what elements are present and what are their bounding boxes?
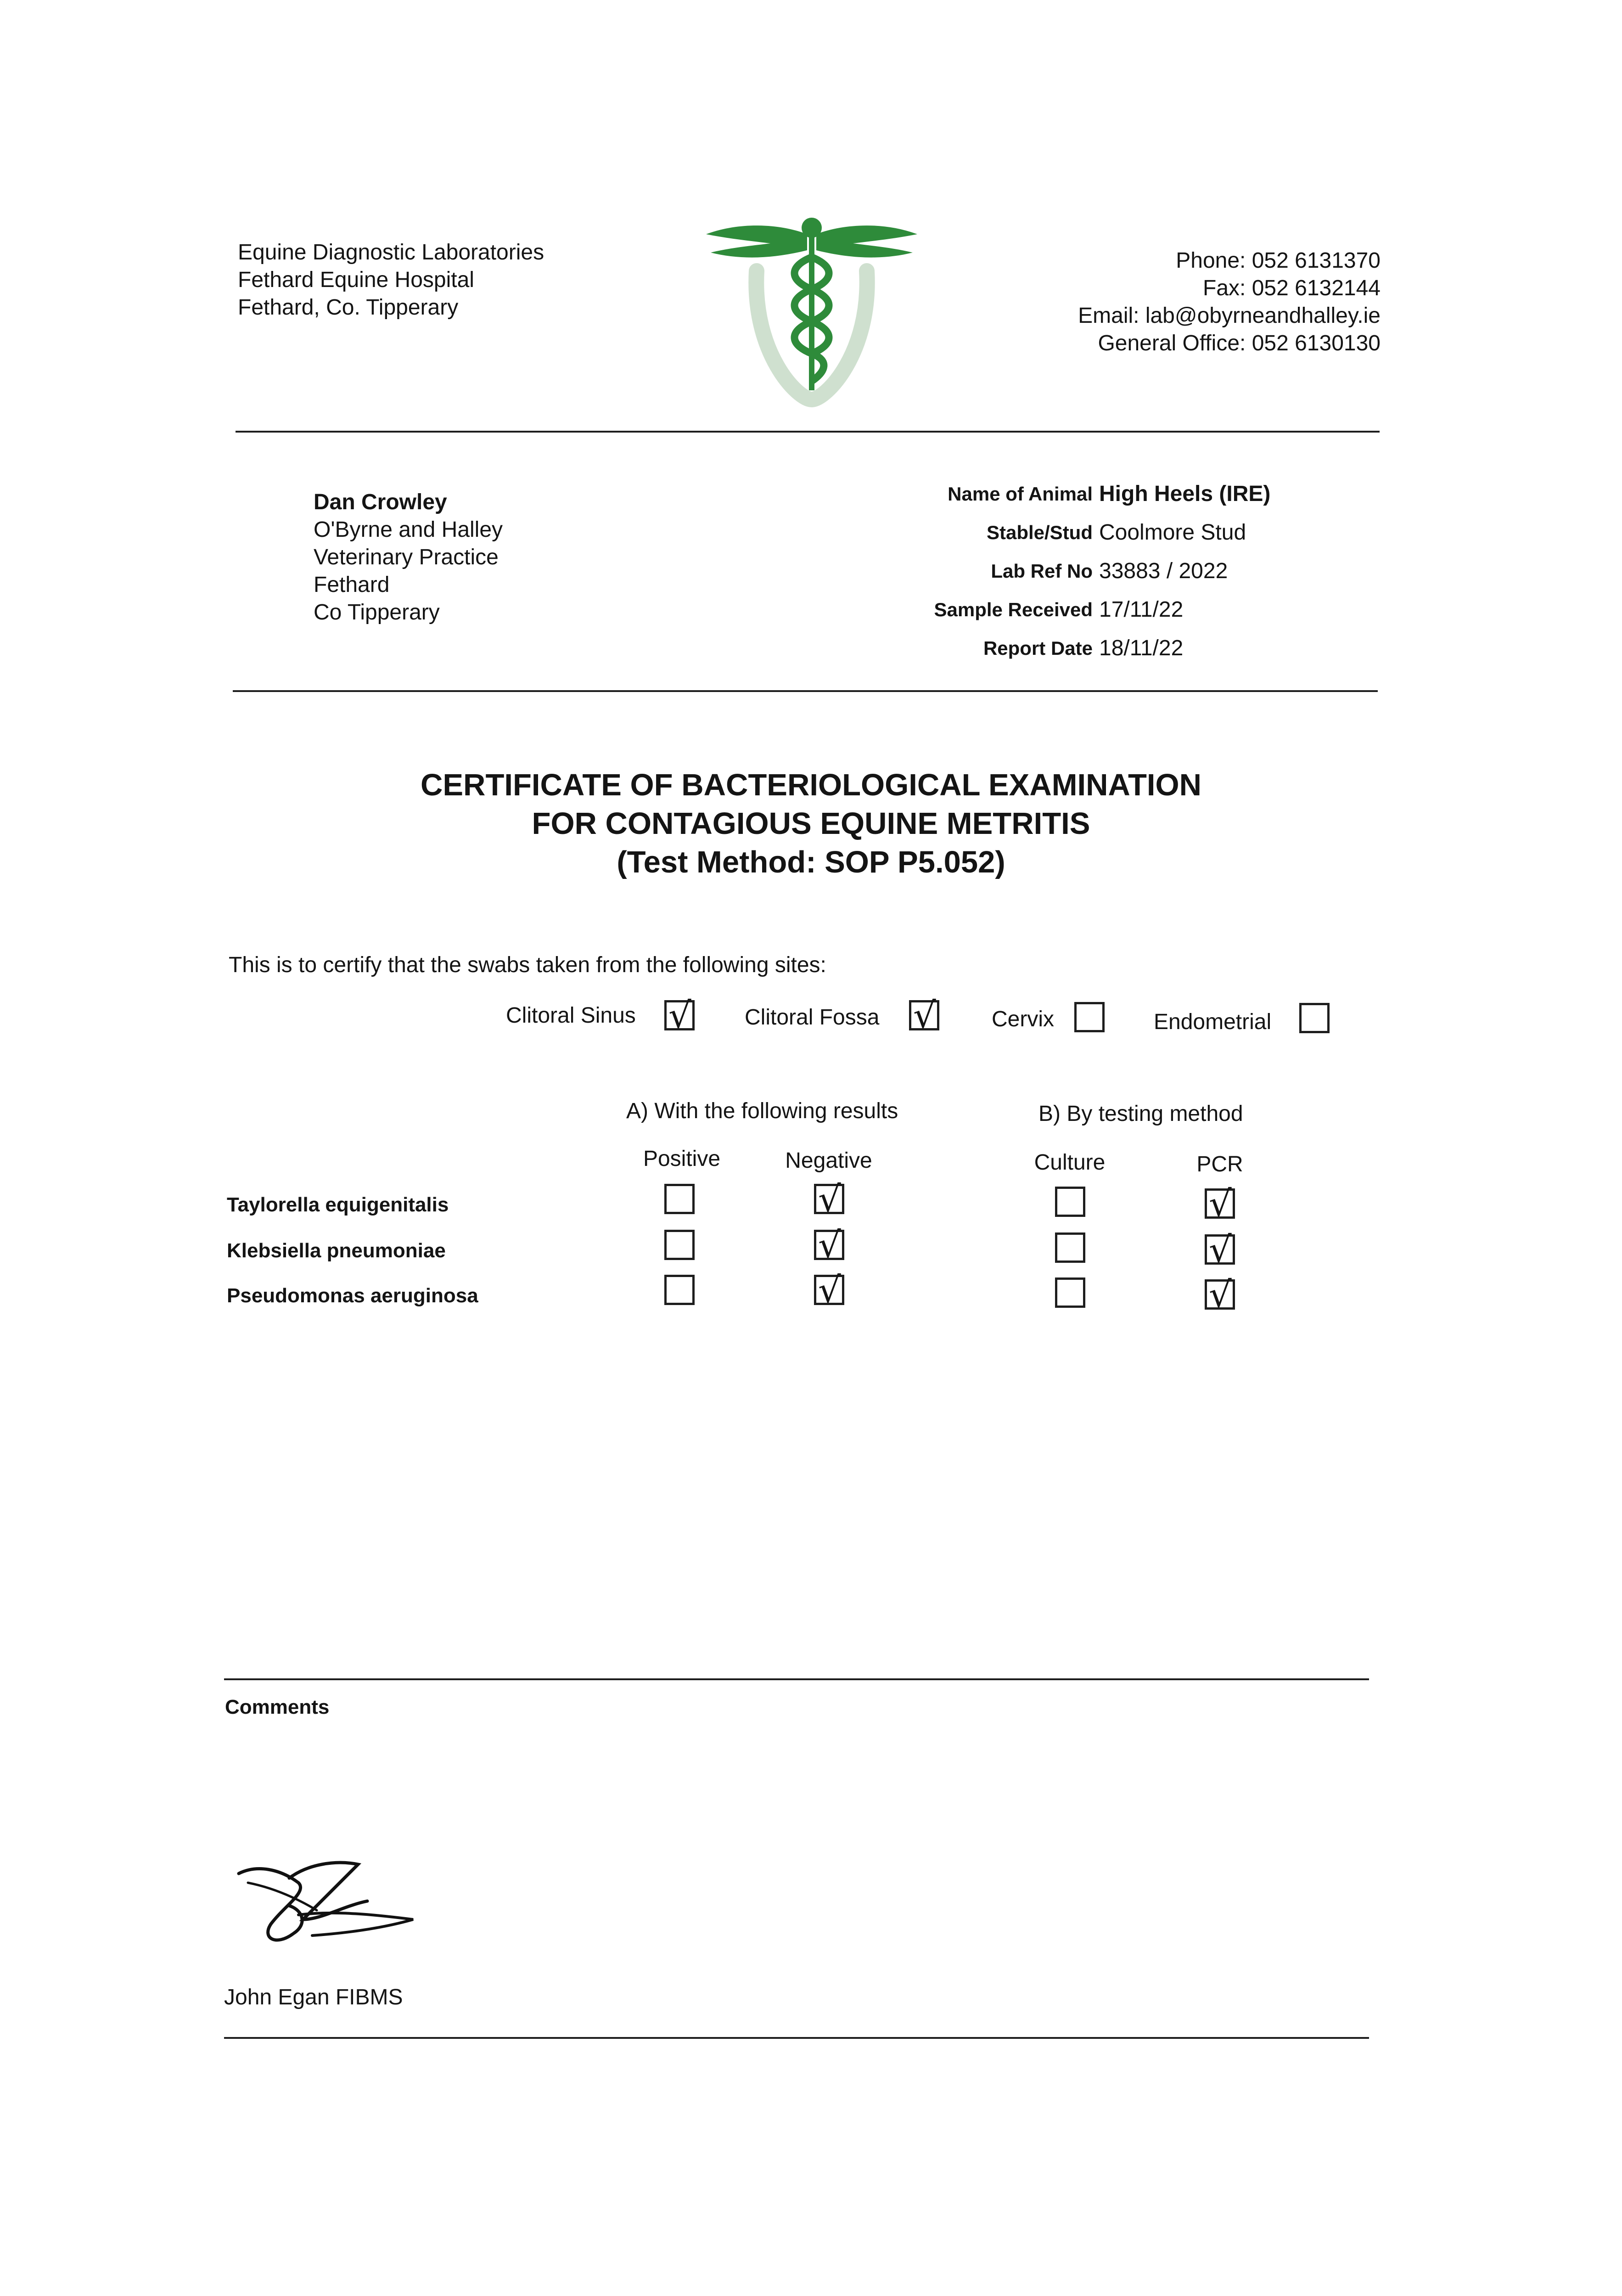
result-negative-checkbox[interactable]	[814, 1275, 844, 1305]
title-line-3: (Test Method: SOP P5.052)	[617, 845, 1005, 879]
title-line-2: FOR CONTAGIOUS EQUINE METRITIS	[532, 806, 1090, 841]
lab-ref-label: Lab Ref No	[991, 560, 1093, 582]
lab-ref-value: 33883 / 2022	[1099, 559, 1228, 583]
method-pcr-checkbox[interactable]	[1205, 1234, 1235, 1265]
col-culture: Culture	[1034, 1150, 1106, 1175]
signature-image	[230, 1855, 422, 1961]
lab-address	[238, 239, 544, 321]
lab-hospital: Fethard Equine Hospital	[238, 268, 474, 292]
result-negative-checkbox[interactable]	[814, 1230, 844, 1260]
site-label-clitoral-fossa: Clitoral Fossa	[745, 1005, 880, 1030]
method-culture-checkbox[interactable]	[1055, 1232, 1085, 1263]
site-checkbox-clitoral-sinus[interactable]	[664, 1000, 695, 1030]
fax: Fax: 052 6132144	[1203, 276, 1381, 300]
result-positive-checkbox[interactable]	[664, 1230, 695, 1260]
sample-received-label: Sample Received	[934, 599, 1093, 620]
organism-label: Pseudomonas aeruginosa	[227, 1284, 478, 1307]
details-divider	[233, 690, 1378, 692]
client-line-1: O'Byrne and Halley	[314, 518, 503, 542]
site-label-cervix: Cervix	[992, 1007, 1055, 1031]
col-negative: Negative	[785, 1148, 872, 1173]
section-a-heading: A) With the following results	[626, 1099, 898, 1123]
result-positive-checkbox[interactable]	[664, 1275, 695, 1305]
certificate-title	[0, 766, 1622, 882]
report-date-label: Report Date	[983, 637, 1093, 659]
section-b-heading: B) By testing method	[1038, 1102, 1243, 1126]
footer-divider	[224, 2037, 1369, 2039]
animal-name-label: Name of Animal	[948, 483, 1093, 505]
client-name: Dan Crowley	[314, 490, 447, 514]
site-checkbox-cervix[interactable]	[1074, 1002, 1105, 1032]
email: Email: lab@obyrneandhalley.ie	[1078, 304, 1381, 328]
lab-location: Fethard, Co. Tipperary	[238, 295, 459, 320]
col-positive: Positive	[643, 1147, 721, 1171]
method-culture-checkbox[interactable]	[1055, 1187, 1085, 1217]
result-positive-checkbox[interactable]	[664, 1184, 695, 1214]
stable-label: Stable/Stud	[986, 522, 1093, 543]
result-negative-checkbox[interactable]	[814, 1184, 844, 1214]
col-pcr: PCR	[1196, 1152, 1243, 1176]
general-office: General Office: 052 6130130	[1098, 331, 1381, 355]
animal-labels	[826, 475, 1093, 668]
organism-label: Taylorella equigenitalis	[227, 1193, 449, 1216]
method-culture-checkbox[interactable]	[1055, 1277, 1085, 1308]
lab-contact	[1078, 247, 1381, 357]
site-checkbox-endometrial[interactable]	[1299, 1003, 1330, 1033]
animal-name-value: High Heels (IRE)	[1099, 482, 1271, 506]
client-line-4: Co Tipperary	[314, 600, 440, 625]
report-date-value: 18/11/22	[1099, 636, 1184, 660]
comments-divider	[224, 1678, 1369, 1680]
certify-text: This is to certify that the swabs taken from the following sites:	[229, 953, 826, 977]
client-line-3: Fethard	[314, 573, 390, 597]
title-line-1: CERTIFICATE OF BACTERIOLOGICAL EXAMINATION	[420, 768, 1201, 802]
comments-label: Comments	[225, 1696, 330, 1718]
caduceus-horseshoe-logo	[702, 216, 922, 409]
method-pcr-checkbox[interactable]	[1205, 1279, 1235, 1310]
client-address	[314, 489, 503, 626]
site-label-endometrial: Endometrial	[1154, 1010, 1272, 1034]
header-divider	[236, 431, 1380, 433]
client-line-2: Veterinary Practice	[314, 545, 499, 569]
phone: Phone: 052 6131370	[1176, 248, 1381, 273]
sample-received-value: 17/11/22	[1099, 597, 1184, 622]
site-checkbox-clitoral-fossa[interactable]	[909, 1000, 939, 1030]
signatory-name: John Egan FIBMS	[224, 1985, 403, 2009]
lab-name: Equine Diagnostic Laboratories	[238, 240, 544, 264]
site-label-clitoral-sinus: Clitoral Sinus	[506, 1003, 636, 1028]
organism-label: Klebsiella pneumoniae	[227, 1239, 446, 1262]
animal-values	[1099, 475, 1270, 668]
stable-value: Coolmore Stud	[1099, 520, 1246, 545]
method-pcr-checkbox[interactable]	[1205, 1188, 1235, 1219]
